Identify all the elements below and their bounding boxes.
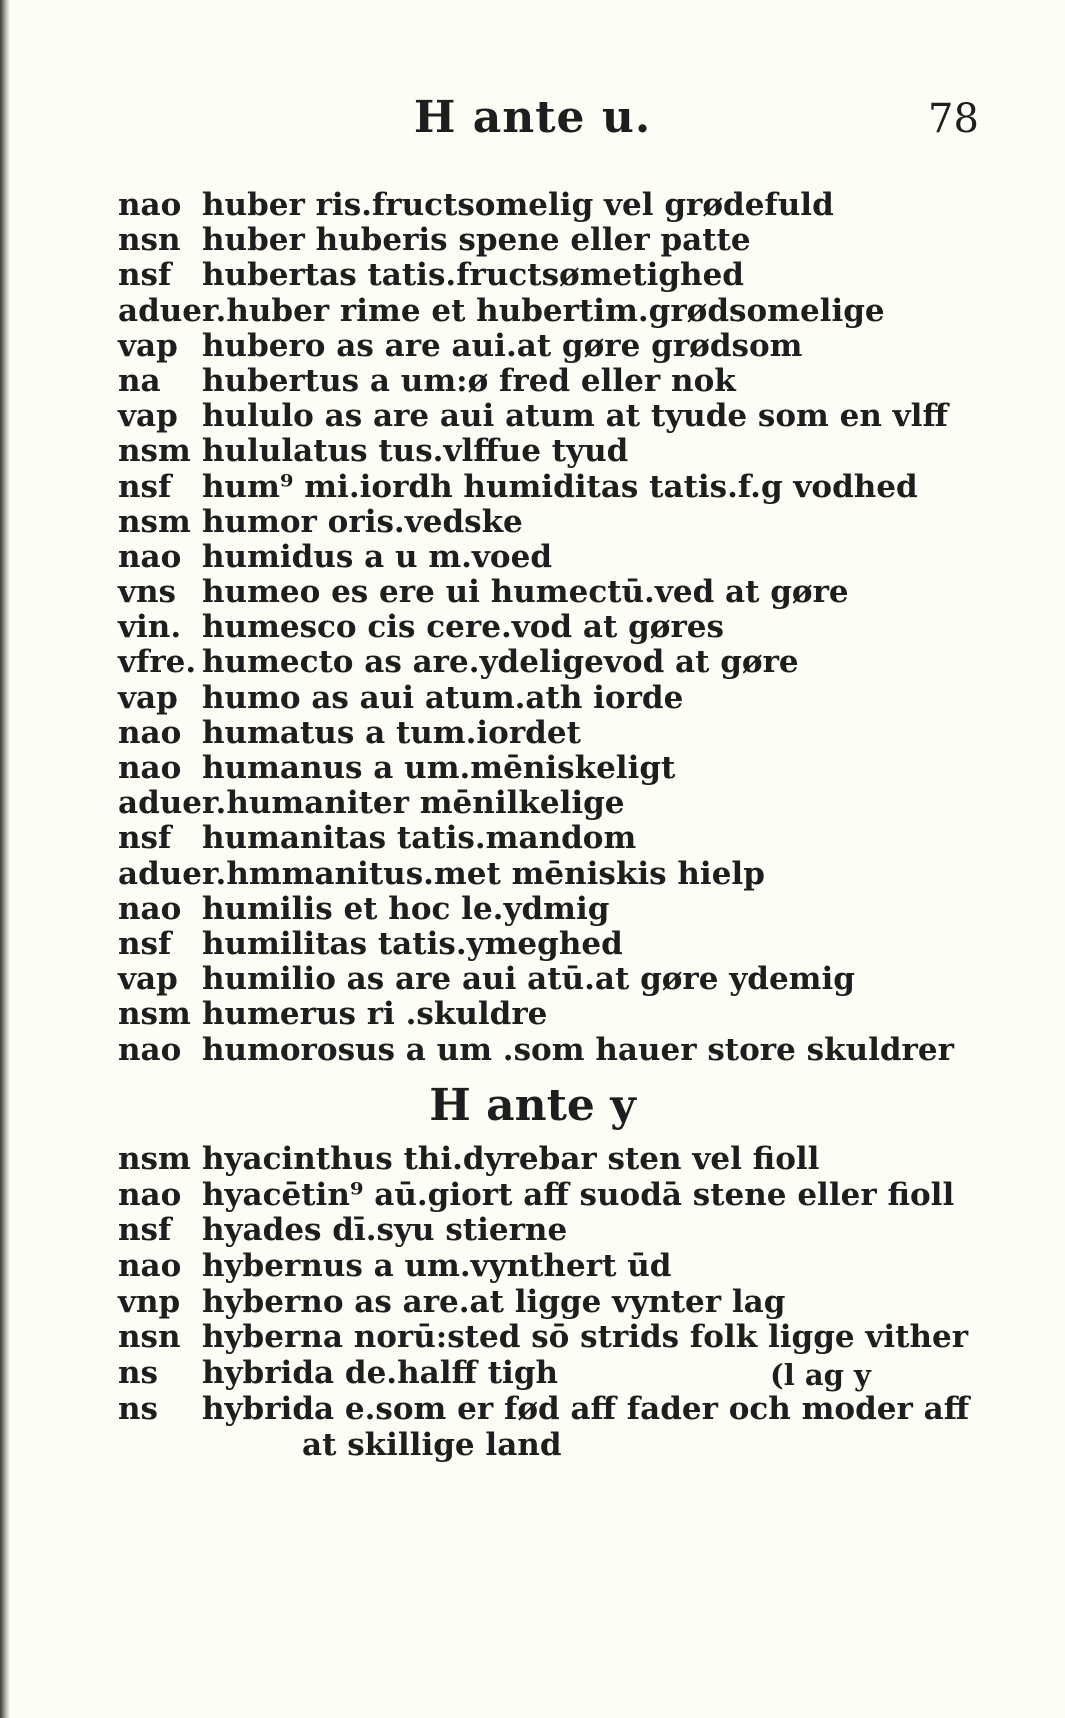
grammar-tag: vns	[118, 574, 177, 611]
entry-text: hybrida e.som er fød aff fader och moder aff	[202, 1390, 970, 1427]
dictionary-entry	[118, 645, 1018, 680]
entry-text: at skillige land	[302, 1426, 562, 1463]
entry-text: humanus a um.mēniskeligt	[202, 750, 676, 786]
dictionary-entry	[118, 1142, 1018, 1178]
grammar-tag: nao	[118, 890, 182, 927]
entry-text: hyberno as are.at ligge vynter lag	[202, 1283, 786, 1320]
page-heading: H ante u.	[413, 92, 652, 143]
entry-text: hubertas tatis.fructsømetighed	[202, 257, 744, 294]
dictionary-entry	[118, 1285, 1018, 1321]
dictionary-entry	[118, 399, 1018, 434]
grammar-tag: aduer.	[118, 785, 227, 822]
grammar-tag: vap	[118, 679, 178, 716]
dictionary-entry	[118, 1356, 1018, 1392]
entry-text: hyacētin⁹ aū.giort aff suodā stene eller fioll	[202, 1176, 955, 1213]
entry-text: humor oris.vedske	[202, 503, 523, 540]
entry-text: humesco cis cere.vod at gøres	[202, 609, 724, 646]
entry-text: hyacinthus thi.dyrebar sten vel fioll	[202, 1141, 820, 1177]
grammar-tag: nsn	[118, 222, 181, 259]
dictionary-entry	[118, 1249, 1018, 1285]
entry-text: humaniter mēnilkelige	[226, 785, 625, 822]
dictionary-section-y	[118, 1142, 1018, 1463]
grammar-tag: nao	[118, 1176, 182, 1213]
grammar-tag: vin.	[118, 609, 182, 646]
grammar-tag: ns	[118, 1355, 158, 1392]
dictionary-entry	[118, 962, 1018, 997]
grammar-tag: nao	[118, 538, 182, 575]
grammar-tag: vfre.	[118, 644, 197, 681]
dictionary-entry	[118, 1213, 1018, 1249]
dictionary-entry	[118, 821, 1018, 856]
grammar-tag: nsf	[118, 1212, 172, 1249]
dictionary-entry	[118, 329, 1018, 364]
grammar-tag: aduer.	[118, 855, 227, 892]
grammar-tag: ns	[118, 1390, 158, 1427]
section-heading-y: H ante y	[429, 1080, 636, 1131]
margin-note: (l ag y	[770, 1358, 871, 1392]
dictionary-entry	[118, 505, 1018, 540]
entry-text: huber rime et hubertim.grødsomelige	[226, 292, 885, 329]
dictionary-entry	[118, 857, 1018, 892]
dictionary-entry	[118, 434, 1018, 469]
dictionary-entry	[118, 681, 1018, 716]
grammar-tag: nsf	[118, 820, 172, 857]
entry-text: humecto as are.ydeligevod at gøre	[202, 644, 799, 681]
entry-text: huber ris.fructsomelig vel grødefuld	[202, 187, 834, 223]
dictionary-entry	[118, 364, 1018, 399]
dictionary-entry	[118, 258, 1018, 293]
dictionary-entry	[118, 1320, 1018, 1356]
grammar-tag: nsm	[118, 503, 191, 540]
grammar-tag: vap	[118, 327, 178, 364]
dictionary-entry	[118, 294, 1018, 329]
grammar-tag: nsf	[118, 468, 172, 505]
entry-text: humidus a u m.voed	[202, 538, 553, 575]
entry-text: humo as aui atum.ath iorde	[202, 679, 684, 716]
entry-text: humilio as are aui atū.at gøre ydemig	[202, 961, 855, 998]
grammar-tag: nao	[118, 750, 182, 786]
entry-text: humilis et hoc le.ydmig	[202, 890, 610, 927]
entry-text: hululo as are aui atum at tyude som en vlff	[202, 398, 948, 435]
dictionary-entry	[118, 470, 1018, 505]
grammar-tag: nsf	[118, 257, 172, 294]
entry-text: hyberna norū:sted sō strids folk ligge vither	[202, 1319, 969, 1356]
dictionary-entry	[118, 927, 1018, 962]
grammar-tag: nao	[118, 1248, 182, 1285]
grammar-tag: nao	[118, 1031, 182, 1068]
grammar-tag	[118, 1428, 202, 1464]
dictionary-entry	[118, 751, 1018, 786]
page-number: 78	[928, 96, 979, 142]
dictionary-entry	[118, 1428, 1018, 1464]
dictionary-section-u	[118, 188, 1018, 1068]
entry-text: huber huberis spene eller patte	[202, 222, 751, 259]
dictionary-entry	[118, 1033, 1018, 1068]
dictionary-entry	[118, 997, 1018, 1032]
grammar-tag: nao	[118, 187, 182, 223]
entry-text: hyades dī.syu stierne	[202, 1212, 568, 1249]
grammar-tag: vnp	[118, 1283, 181, 1320]
entry-text: humeo es ere ui humectū.ved at gøre	[202, 574, 849, 611]
grammar-tag: nao	[118, 714, 182, 751]
dictionary-entry	[118, 1178, 1018, 1214]
grammar-tag: nsn	[118, 1319, 181, 1356]
entry-text: hululatus tus.vlffue tyud	[202, 433, 629, 470]
entry-text: hubero as are aui.at gøre grødsom	[202, 327, 803, 364]
grammar-tag: nsf	[118, 925, 172, 962]
dictionary-entry	[118, 786, 1018, 821]
entry-text: humanitas tatis.mandom	[202, 820, 637, 857]
grammar-tag: na	[118, 362, 161, 399]
entry-text: humerus ri .skuldre	[202, 996, 548, 1033]
dictionary-entry	[118, 1392, 1018, 1428]
entry-text: humorosus a um .som hauer store skuldrer	[202, 1031, 954, 1068]
grammar-tag: nsm	[118, 433, 191, 470]
dictionary-entry	[118, 892, 1018, 927]
grammar-tag: nsm	[118, 1141, 191, 1177]
page-edge-shadow	[0, 0, 10, 1718]
dictionary-entry	[118, 540, 1018, 575]
grammar-tag: aduer.	[118, 292, 227, 329]
entry-text: hum⁹ mi.iordh humiditas tatis.f.g vodhed	[202, 468, 918, 505]
dictionary-entry	[118, 610, 1018, 645]
grammar-tag: nsm	[118, 996, 191, 1033]
dictionary-entry	[118, 716, 1018, 751]
grammar-tag: vap	[118, 961, 178, 998]
grammar-tag: vap	[118, 398, 178, 435]
entry-text: hubertus a um:ø fred eller nok	[202, 362, 736, 399]
dictionary-entry	[118, 223, 1018, 258]
entry-text: hmmanitus.met mēniskis hielp	[226, 855, 765, 892]
dictionary-entry	[118, 575, 1018, 610]
entry-text: hybrida de.halff tigh	[202, 1355, 559, 1392]
entry-text: humatus a tum.iordet	[202, 714, 581, 751]
entry-text: hybernus a um.vynthert ūd	[202, 1248, 672, 1285]
entry-text: humilitas tatis.ymeghed	[202, 925, 623, 962]
dictionary-entry	[118, 188, 1018, 223]
